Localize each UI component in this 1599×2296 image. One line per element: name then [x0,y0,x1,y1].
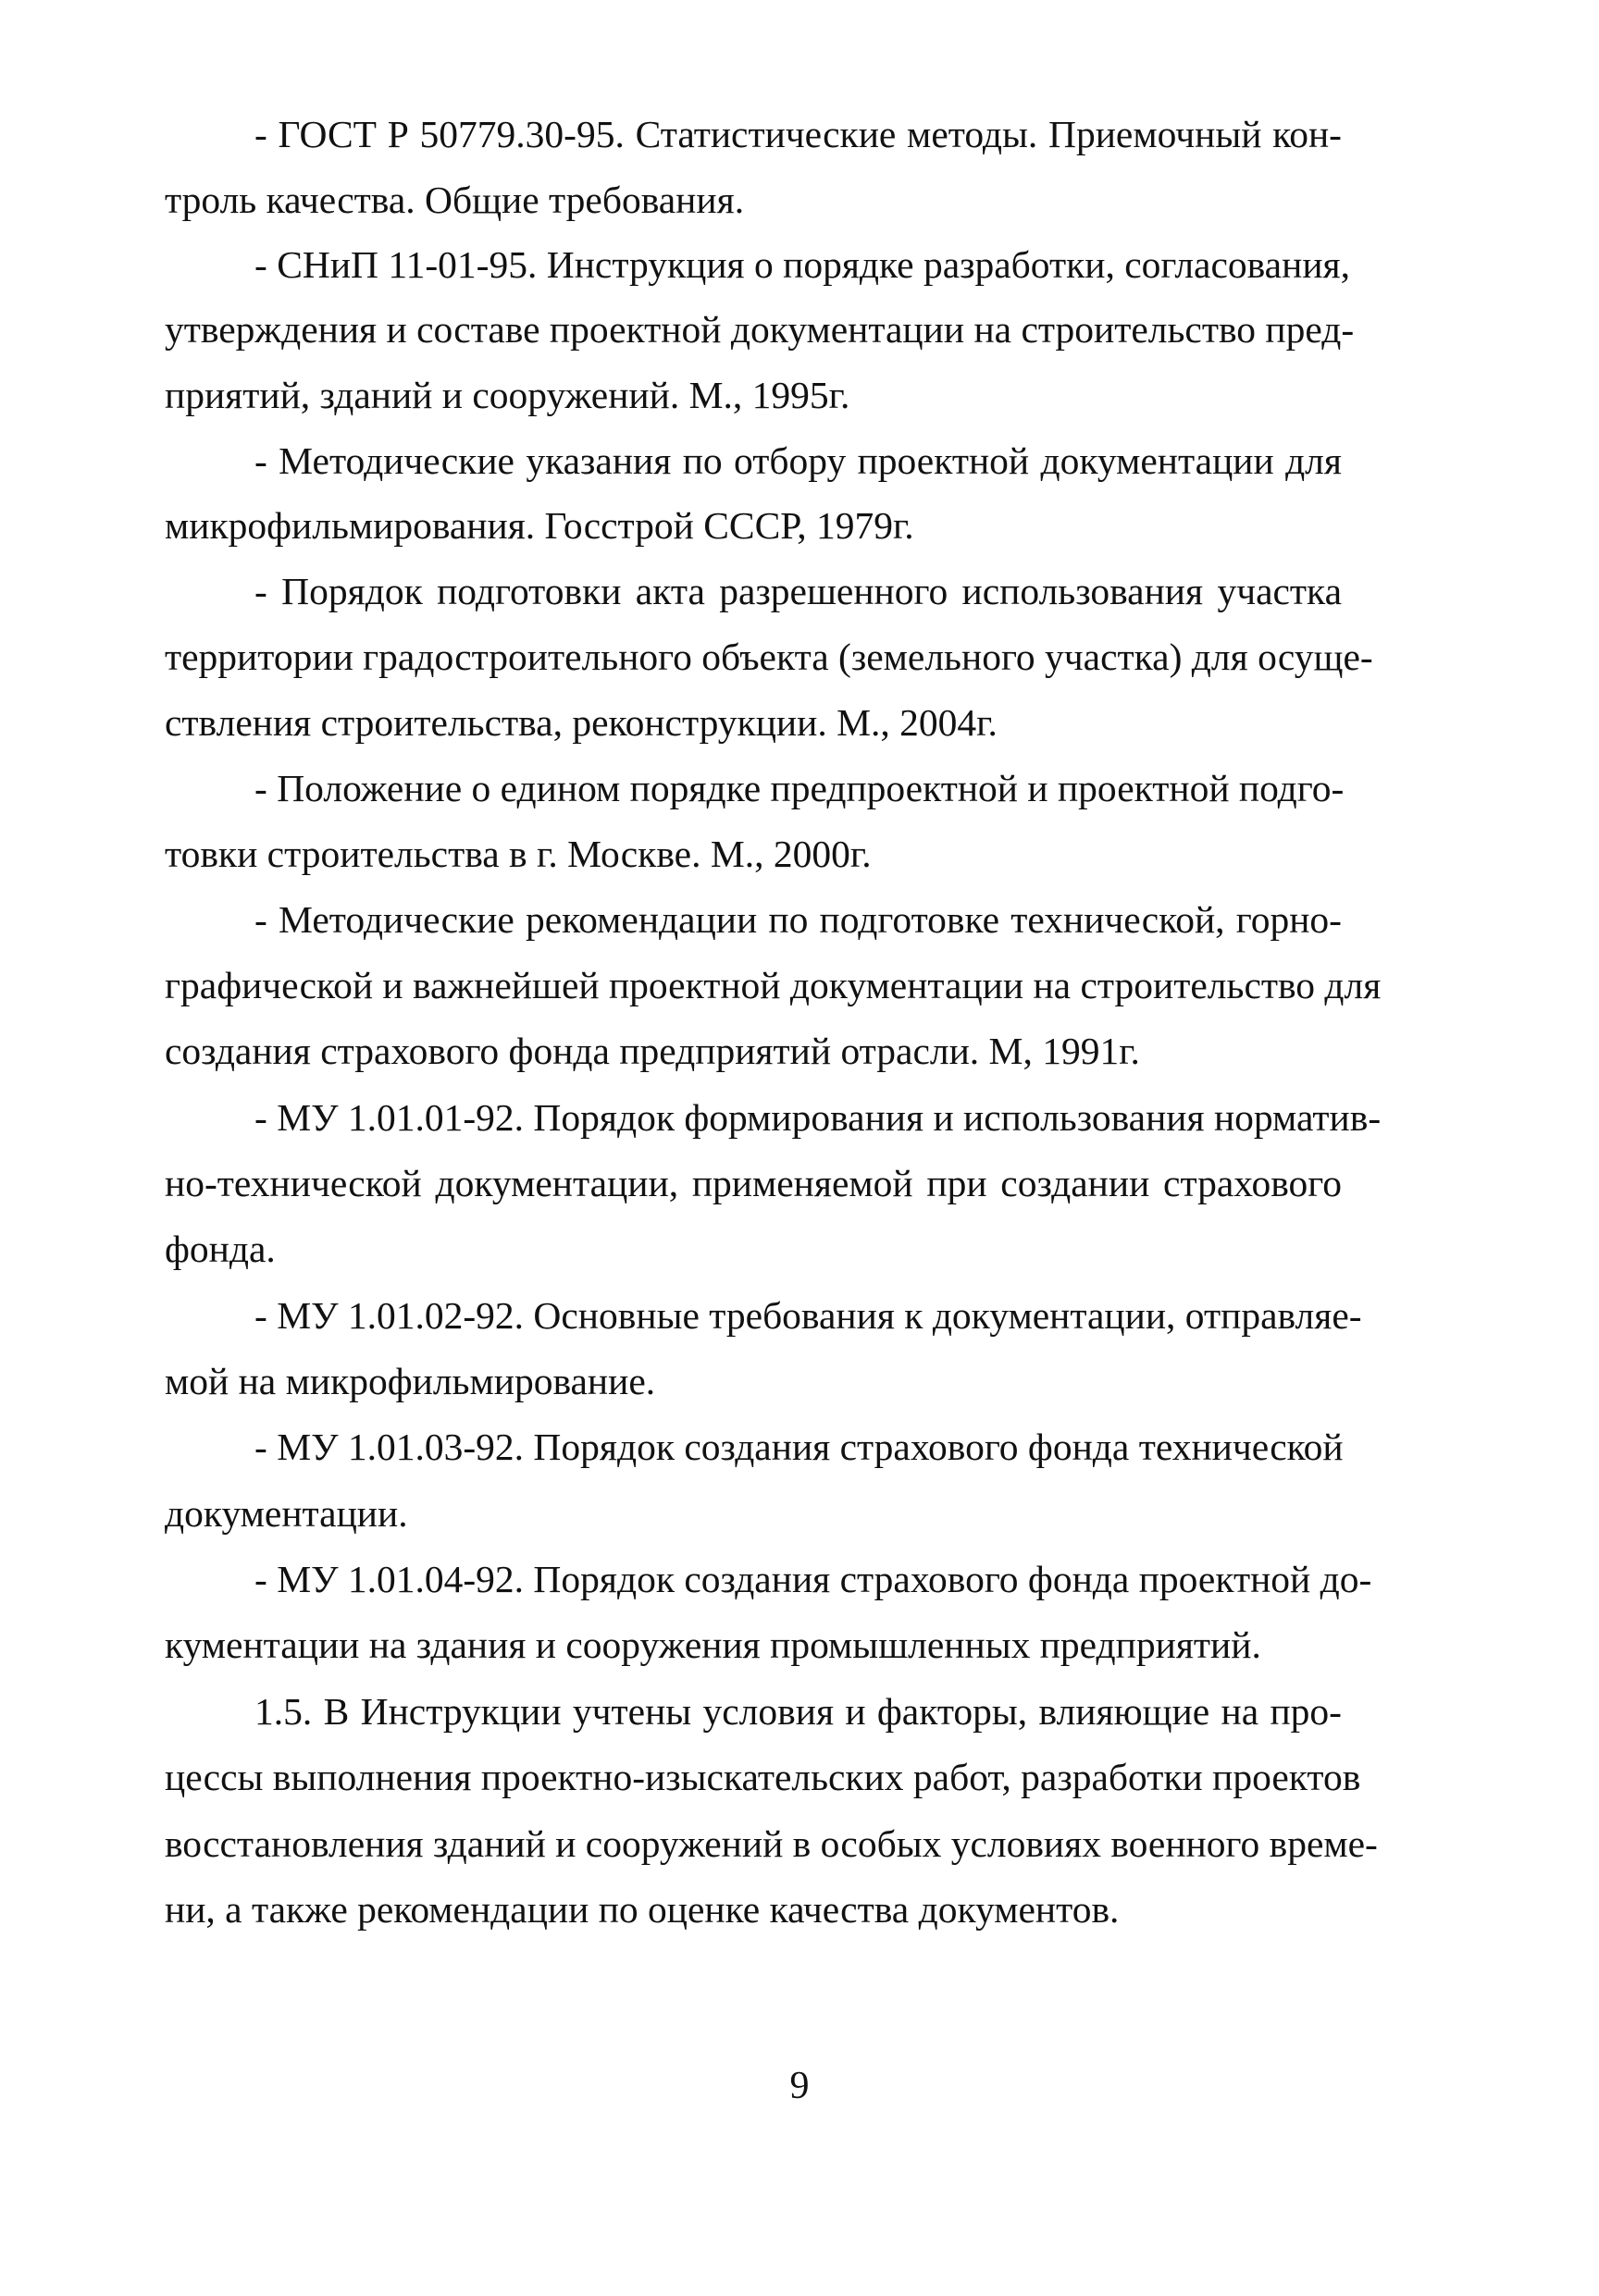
reference-line: - Методические рекомендации по подготовке технической, горно- [254,898,1342,941]
clause-line: восстановления зданий и сооружений в особых условиях военного време- [165,1822,1378,1865]
reference-line: троль качества. Общие требования. [165,179,745,221]
reference-line: ствления строительства, реконструкции. М., 2004г. [165,701,998,744]
reference-line: - ГОСТ Р 50779.30-95. Статистические методы. Приемочный кон- [254,113,1342,155]
reference-line: территории градостроительного объекта (земельного участка) для осуще- [165,636,1373,678]
reference-line: - МУ 1.01.02-92. Основные требования к документации, отправляе- [254,1294,1362,1337]
reference-line: графической и важнейшей проектной документации на строительство для [165,964,1382,1006]
reference-line: фонда. [165,1228,276,1270]
reference-line: но-технической документации, применяемой при создании страхового [165,1162,1342,1204]
reference-line: - Порядок подготовки акта разрешенного использования участка [254,570,1342,612]
reference-line: приятий, зданий и сооружений. М., 1995г. [165,374,850,416]
reference-line: утверждения и составе проектной документации на строительство пред- [165,308,1355,351]
reference-line: документации. [165,1492,408,1535]
reference-line: - Положение о едином порядке предпроектной и проектной подго- [254,767,1345,809]
reference-line: - МУ 1.01.01-92. Порядок формирования и использования норматив- [254,1096,1382,1139]
clause-line: ни, а также рекомендации по оценке качества документов. [165,1888,1120,1931]
reference-line: - МУ 1.01.03-92. Порядок создания страхового фонда технической [254,1426,1344,1468]
reference-line: кументации на здания и сооружения промышленных предприятий. [165,1623,1261,1666]
reference-line: создания страхового фонда предприятий отрасли. М, 1991г. [165,1030,1140,1072]
reference-line: мой на микрофильмирование. [165,1360,656,1402]
clause-line: цессы выполнения проектно-изыскательских работ, разработки проектов [165,1756,1361,1798]
reference-line: микрофильмирования. Госстрой СССР, 1979г. [165,504,914,547]
clause-line: 1.5. В Инструкции учтены условия и факторы, влияющие на про- [254,1690,1342,1733]
reference-line: товки строительства в г. Москве. М., 2000г. [165,833,872,875]
reference-line: - Методические указания по отбору проектной документации для [254,439,1342,482]
reference-line: - СНиП 11-01-95. Инструкция о порядке разработки, согласования, [254,243,1350,286]
reference-line: - МУ 1.01.04-92. Порядок создания страхового фонда проектной до- [254,1558,1372,1600]
page-number: 9 [789,2065,810,2107]
